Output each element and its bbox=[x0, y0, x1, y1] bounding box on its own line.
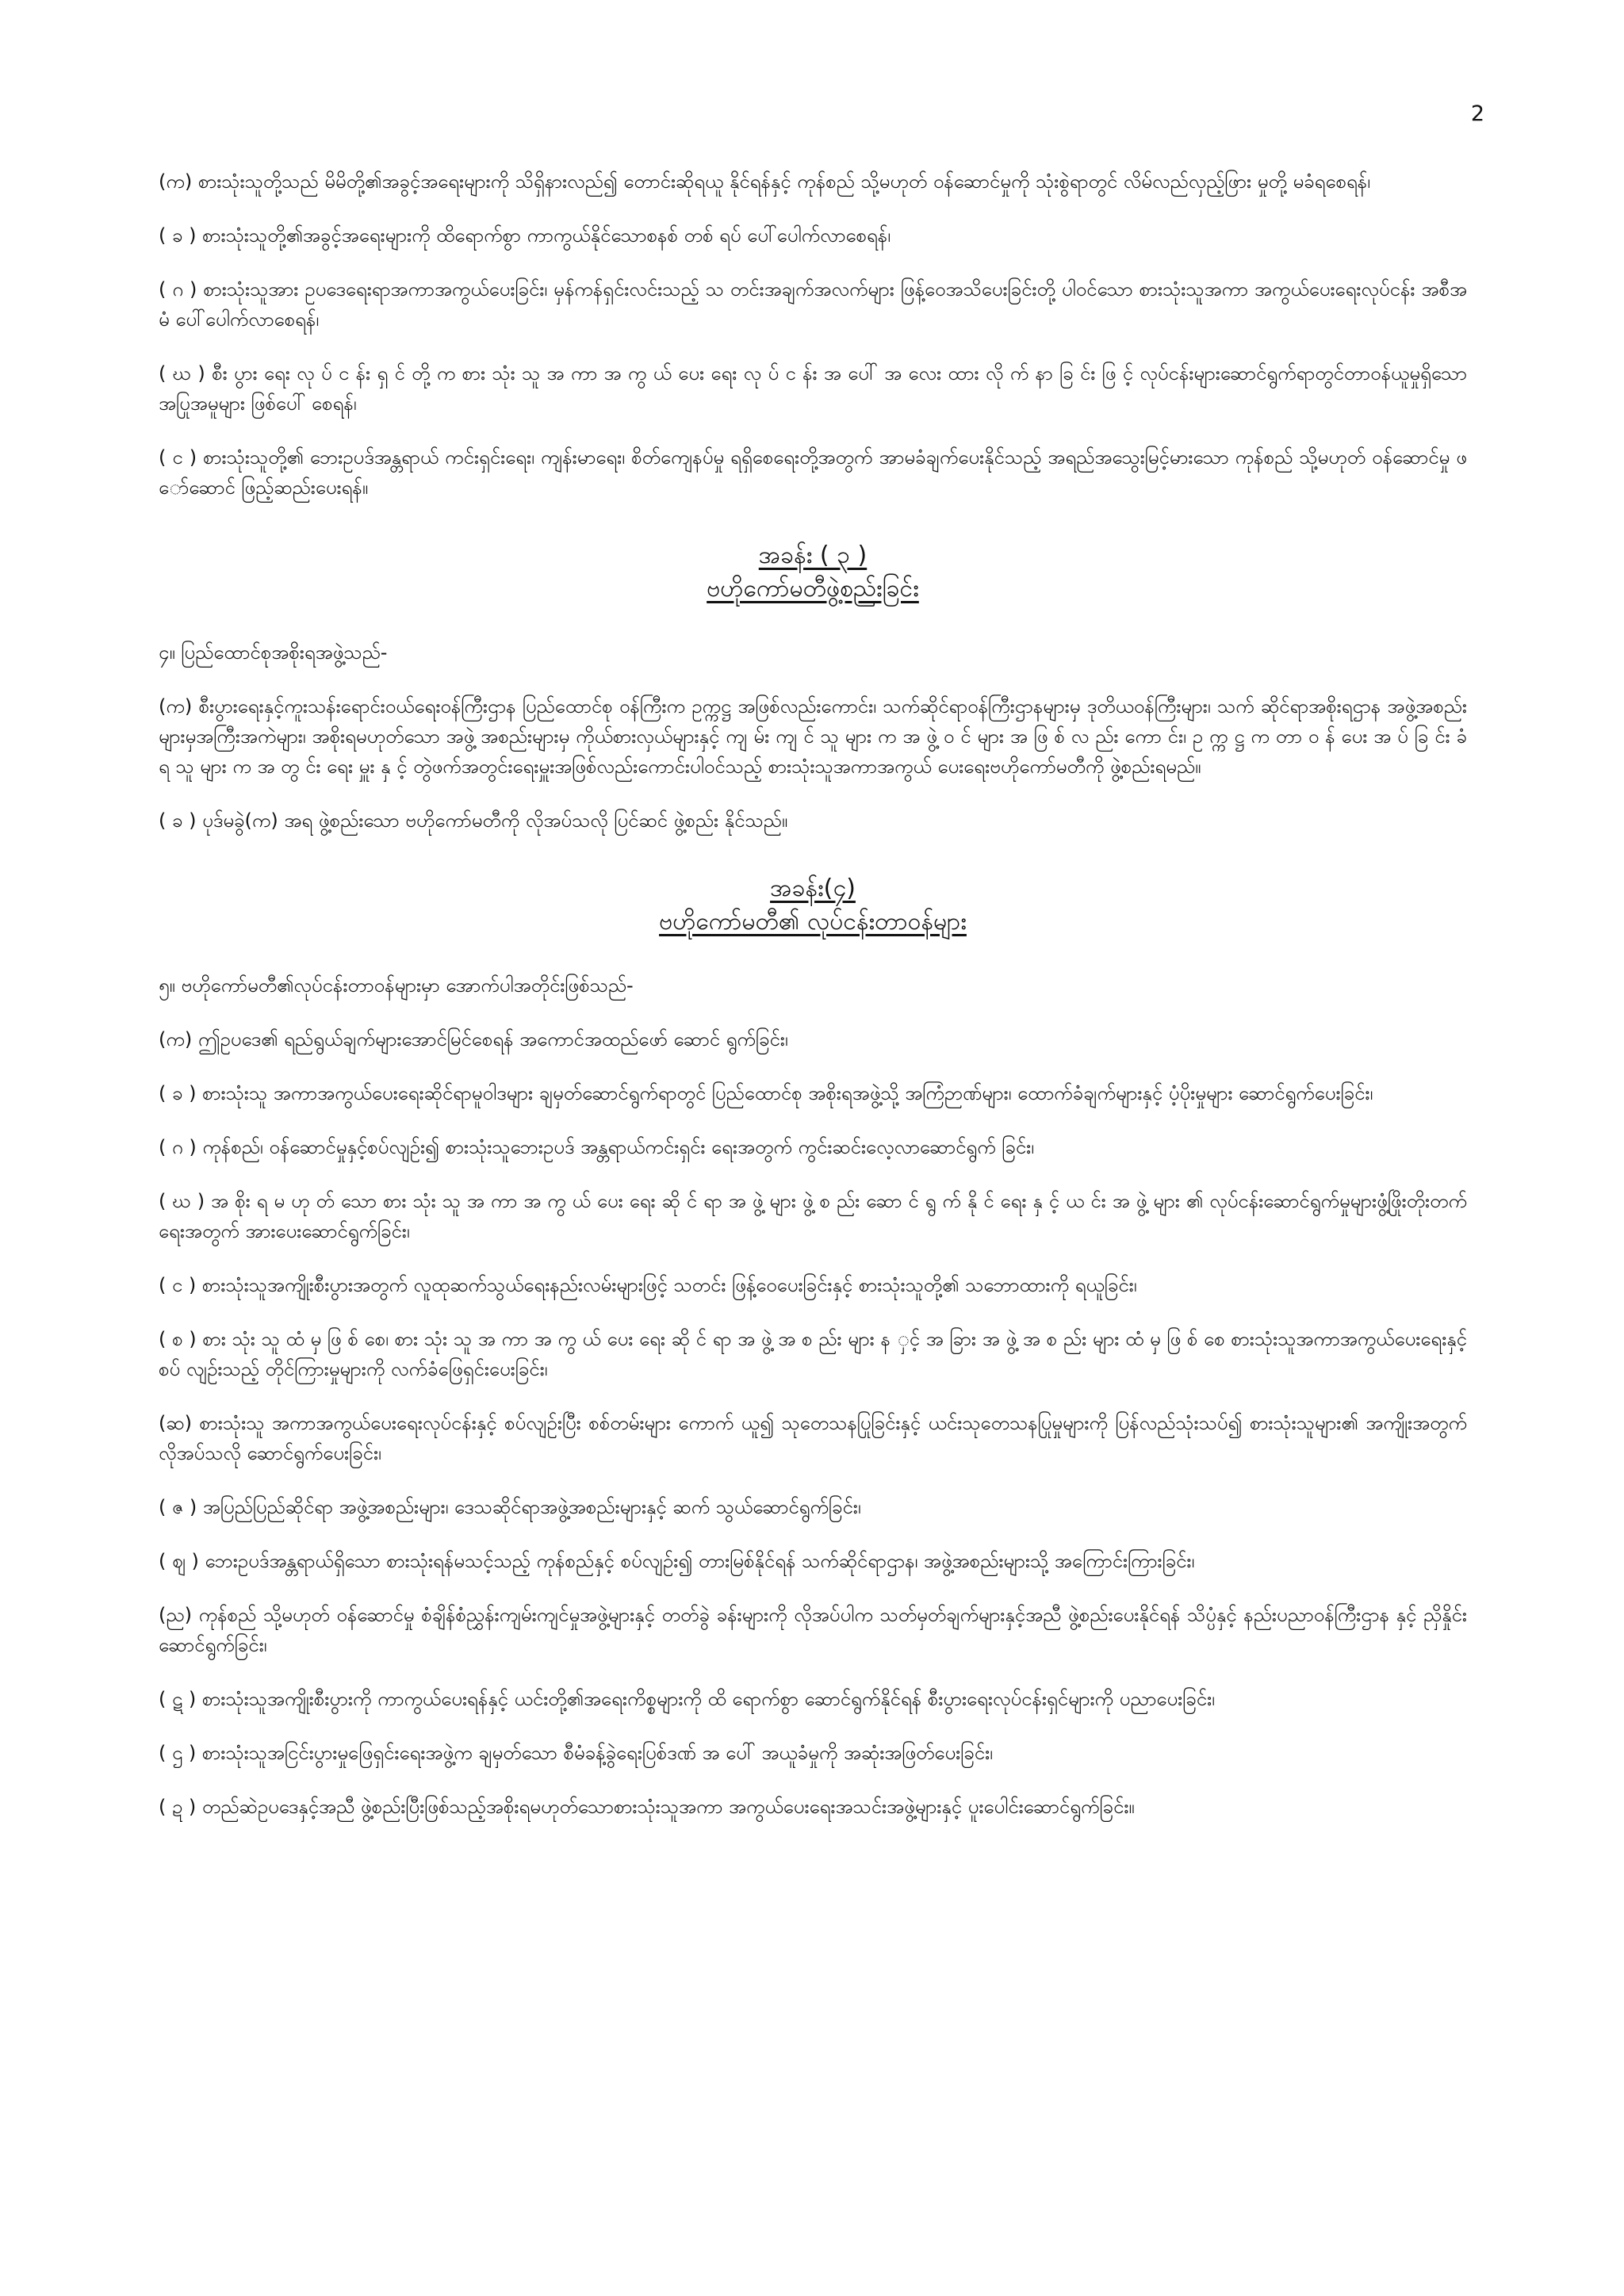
section-5-clause-ga: ( ဂ ) ကုန်စည်၊ ဝန်ဆောင်မှုနှင့်စပ်လျဉ်း၍ စားသုံးသူဘေးဥပဒ် အန္တရာယ်ကင်းရှင်း ရေးအတွက် ကွင်းဆင်းလေ့လာဆောင်ရွက် ခြင်း၊ bbox=[159, 1136, 1035, 1158]
objective-ga: ( ဂ ) စားသုံးသူအား ဥပဒေရေးရာအကာအကွယ်ပေးခြင်း၊ မှန်ကန်ရှင်းလင်းသည့် သ တင်းအချက်အလက်များ ဖြန့်ဝေအသိပေးခြင်းတို့ ပါဝင်သော စားသုံးသူအကာ အကွယ်ပေးရေးလုပ်ငန်း အစီအမံ ပေါ်ပေါက်လာစေရန်၊ bbox=[159, 278, 1467, 331]
objective-kha: ( ခ ) စားသုံးသူတို့၏အခွင့်အရေးများကို ထိရောက်စွာ ကာကွယ်နိုင်သောစနစ် တစ် ရပ် ပေါ်ပေါက်လာစေရန်၊ bbox=[159, 224, 891, 247]
objective-nga: ( င ) စားသုံးသူတို့၏ ဘေးဥပဒ်အန္တရာယ် ကင်းရှင်းရေး၊ ကျန်းမာရေး၊ စိတ်ကျေနပ်မှု ရရှိစေရေးတို့အတွက် အာမခံချက်ပေးနိုင်သည့် အရည်အသွေးမြင့်မားသော ကုန်စည် သို့မဟုတ် ဝန်ဆောင်မှု ဖော်ဆောင် ဖြည့်ဆည်းပေးရန်။ bbox=[159, 446, 1467, 499]
section-5-clause-nga: ( င ) စားသုံးသူအကျိုးစီးပွားအတွက် လူထုဆက်သွယ်ရေးနည်းလမ်းများဖြင့် သတင်း ဖြန့်ဝေပေးခြင်းနှင့် စားသုံးသူတို့၏ သဘောထားကို ရယူခြင်း၊ bbox=[159, 1274, 1137, 1296]
section-4-clause-ka: (က) စီးပွားရေးနှင့်ကူးသန်းရောင်းဝယ်ရေးဝန်ကြီးဌာန ပြည်ထောင်စု ဝန်ကြီးက ဥက္ကဋ္ဌ အဖြစ်လည်းကောင်း၊ သက်ဆိုင်ရာဝန်ကြီးဌာနများမှ ဒုတိယဝန်ကြီးများ၊ သက် ဆိုင်ရာအစိုးရဌာန အဖွဲ့အစည်းများမှအကြီးအကဲများ၊ အစိုးရမဟုတ်သော အဖွဲ့ အစည်းများမှ ကိုယ်စားလှယ်များနှင့် ကျ မ်း ကျ င် သူ များ က အ ဖွဲ့ ဝ င် များ အ ဖြ စ် လ ည်း ကော င်း၊ ဥ က္က ဋ္ဌ က တာ ဝ န် ပေး အ ပ် ခြ င်း ခံ ရ သူ များ က အ တွ င်း ရေး မှူး နှ င့် တွဲဖက်အတွင်းရေးမှူးအဖြစ်လည်းကောင်းပါဝင်သည့် စားသုံးသူအကာအကွယ် ပေးရေးဗဟိုကော်မတီကို ဖွဲ့စည်းရမည်။ bbox=[159, 695, 1468, 778]
objective-ka: (က) စားသုံးသူတို့သည် မိမိတို့၏အခွင့်အရေးများကို သိရှိနားလည်၍ တောင်းဆိုရယူ နိုင်ရန်နှင့် ကုန်စည် သို့မဟုတ် ဝန်ဆောင်မှုကို သုံးစွဲရာတွင် လိမ်လည်လှည့်ဖြား မှုတို့ မခံရစေရန်၊ bbox=[159, 170, 1370, 193]
section-5-intro: ၅။ ဗဟိုကော်မတီ၏လုပ်ငန်းတာဝန်များမှာ အောက်ပါအတိုင်းဖြစ်သည်- bbox=[159, 974, 634, 997]
chapter-4-number: အခန်း(၄) bbox=[770, 874, 856, 902]
section-5-clause-nya: (ည) ကုန်စည် သို့မဟုတ် ဝန်ဆောင်မှု စံချိန်စံညွှန်းကျမ်းကျင်မှုအဖွဲ့များနှင့် တတ်ခွဲ ခန်းများကို လိုအပ်ပါက သတ်မှတ်ချက်များနှင့်အညီ ဖွဲ့စည်းပေးနိုင်ရန် သိပ္ပံနှင့် နည်းပညာဝန်ကြီးဌာန နှင့် ညှိနှိုင်းဆောင်ရွက်ခြင်း၊ bbox=[159, 1604, 1467, 1656]
chapter-4-title: ဗဟိုကော်မတီ၏ လုပ်ငန်းတာဝန်များ bbox=[659, 908, 967, 936]
page-number: 2 bbox=[1470, 101, 1484, 126]
section-4-intro: ၄။ ပြည်ထောင်စုအစိုးရအဖွဲ့သည်- bbox=[159, 641, 388, 664]
chapter-3-title: ဗဟိုကော်မတီဖွဲ့စည်းခြင်း bbox=[707, 575, 919, 603]
section-4-clause-kha: ( ခ ) ပုဒ်မခွဲ(က) အရ ဖွဲ့စည်းသော ဗဟိုကော်မတီကို လိုအပ်သလို ပြင်ဆင် ဖွဲ့စည်း နိုင်သည်။ bbox=[159, 809, 788, 832]
section-5-clause-hsa: (ဆ) စားသုံးသူ အကာအကွယ်ပေးရေးလုပ်ငန်းနှင့် စပ်လျဉ်းပြီး စစ်တမ်းများ ကောက် ယူ၍ သုတေသနပြုခြင်းနှင့် ယင်းသုတေသနပြုမှုများကို ပြန်လည်သုံးသပ်၍ စားသုံးသူများ၏ အကျိုးအတွက် လိုအပ်သလို ဆောင်ရွက်ပေးခြင်း၊ bbox=[159, 1412, 1467, 1464]
section-5-clause-zha: ( ဈ ) ဘေးဥပဒ်အန္တရာယ်ရှိသော စားသုံးရန်မသင့်သည့် ကုန်စည်နှင့် စပ်လျဉ်း၍ တားမြစ်နိုင်ရန် သက်ဆိုင်ရာဌာန၊ အဖွဲ့အစည်းများသို့ အကြောင်းကြားခြင်း၊ bbox=[159, 1550, 1195, 1572]
section-5-clause-za: ( ဇ ) အပြည်ပြည်ဆိုင်ရာ အဖွဲ့အစည်းများ၊ ဒေသဆိုင်ရာအဖွဲ့အစည်းများနှင့် ဆက် သွယ်ဆောင်ရွက်ခြင်း၊ bbox=[159, 1496, 861, 1518]
section-5-clause-ttha: ( ဌ ) စားသုံးသူအငြင်းပွားမှုဖြေရှင်းရေးအဖွဲ့က ချမှတ်သော စီမံခန့်ခွဲရေးပြစ်ဒဏ် အ ပေါ် အယူခံမှုကို အဆုံးအဖြတ်ပေးခြင်း၊ bbox=[159, 1742, 993, 1764]
chapter-4-heading bbox=[159, 872, 1467, 939]
intro-objectives bbox=[159, 166, 1467, 503]
document-body bbox=[159, 166, 1467, 1846]
chapter-3-number: အခန်း ( ၃ ) bbox=[758, 541, 868, 569]
section-5-clause-dda: ( ဍ ) တည်ဆဲဥပဒေနှင့်အညီ ဖွဲ့စည်းပြီးဖြစ်သည့်အစိုးရမဟုတ်သောစားသုံးသူအကာ အကွယ်ပေးရေးအသင်းအဖွဲ့များနှင့် ပူးပေါင်းဆောင်ရွက်ခြင်း။ bbox=[159, 1796, 1135, 1818]
section-5-clause-gha: ( ဃ ) အ စိုး ရ မ ဟု တ် သော စား သုံး သူ အ ကာ အ ကွ ယ် ပေး ရေး ဆို င် ရာ အ ဖွဲ့ များ ဖွဲ့ စ ည်း ဆော င် ရွ က် နို င် ရေး နှ င့် ယ င်း အ ဖွဲ့ များ ၏ လုပ်ငန်းဆောင်ရွက်မှုများဖွံ့ဖြိုးတိုးတက် ရေးအတွက် အားပေးဆောင်ရွက်ခြင်း၊ bbox=[159, 1190, 1468, 1242]
section-5-clause-kha: ( ခ ) စားသုံးသူ အကာအကွယ်ပေးရေးဆိုင်ရာမူဝါဒများ ချမှတ်ဆောင်ရွက်ရာတွင် ပြည်ထောင်စု အစိုးရအဖွဲ့သို့ အကြံဉာဏ်များ၊ ထောက်ခံချက်များနှင့် ပံ့ပိုးမှုများ ဆောင်ရွက်ပေးခြင်း၊ bbox=[159, 1082, 1373, 1104]
section-5 bbox=[159, 970, 1467, 1822]
objective-gha: ( ဃ ) စီး ပွား ရေး လု ပ် င န်း ရှ င် တို့ က စား သုံး သူ အ ကာ အ ကွ ယ် ပေး ရေး လု ပ် င န်း အ ပေါ် အ လေး ထား လို က် နာ ခြ င်း ဖြ င့် လုပ်ငန်းများဆောင်ရွက်ရာတွင်တာဝန်ယူမှုရှိသော အပြုအမူများ ဖြစ်ပေါ် စေရန်၊ bbox=[159, 362, 1467, 415]
section-4 bbox=[159, 637, 1467, 836]
chapter-3-heading bbox=[159, 539, 1467, 606]
section-5-clause-sa: ( စ ) စား သုံး သူ ထံ မှ ဖြ စ် စေ၊ စား သုံး သူ အ ကာ အ ကွ ယ် ပေး ရေး ဆို င် ရာ အ ဖွဲ့ အ စ ည်း များ န ှင့် အ ခြား အ ဖွဲ့ အ စ ည်း များ ထံ မှ ဖြ စ် စေ စားသုံးသူအကာအကွယ်ပေးရေးနှင့် စပ် လျဉ်းသည့် တိုင်ကြားမှုများကို လက်ခံဖြေရှင်းပေးခြင်း၊ bbox=[159, 1328, 1467, 1380]
section-5-clause-tta: ( ဋ ) စားသုံးသူအကျိုးစီးပွားကို ကာကွယ်ပေးရန်နှင့် ယင်းတို့၏အရေးကိစ္စများကို ထိ ရောက်စွာ ဆောင်ရွက်နိုင်ရန် စီးပွားရေးလုပ်ငန်းရှင်များကို ပညာပေးခြင်း၊ bbox=[159, 1688, 1215, 1710]
section-5-clause-ka: (က) ဤဥပဒေ၏ ရည်ရွယ်ချက်များအောင်မြင်စေရန် အကောင်အထည်ဖော် ဆောင် ရွက်ခြင်း၊ bbox=[159, 1028, 788, 1050]
